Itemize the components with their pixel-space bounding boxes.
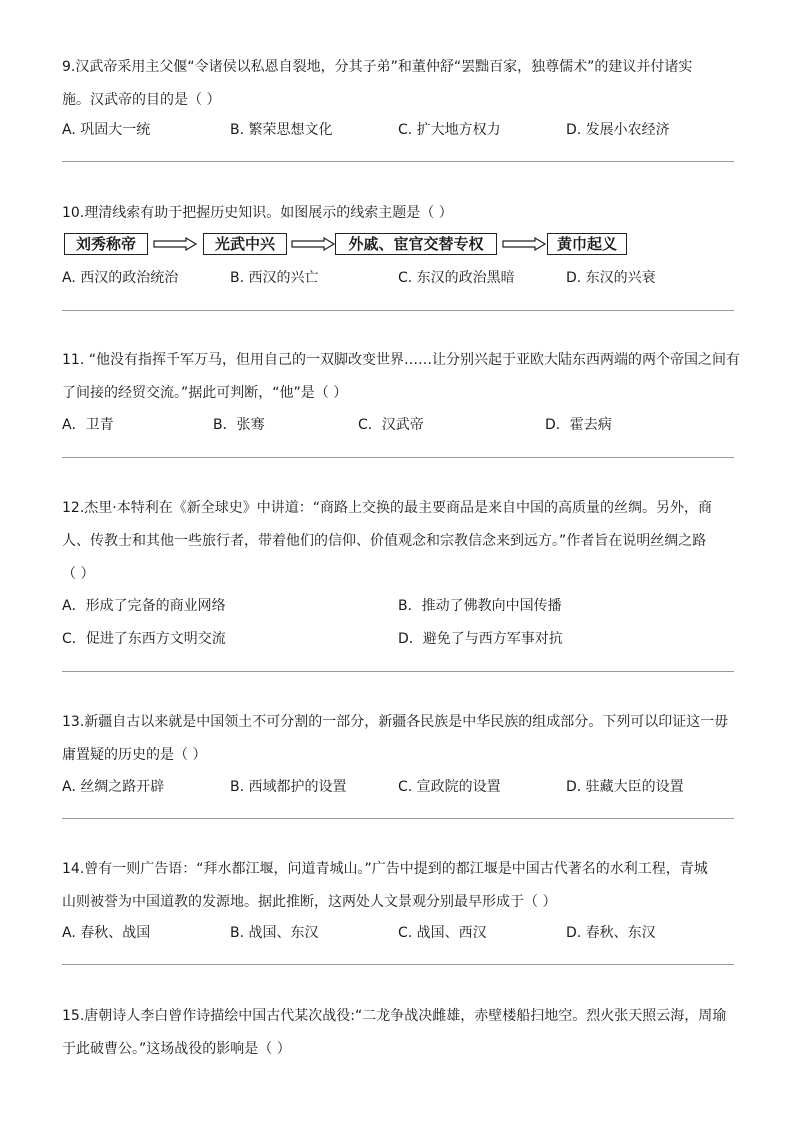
right-arrow-icon: [502, 237, 547, 251]
divider: [62, 161, 734, 162]
divider: [62, 457, 734, 458]
question-9-option-c[interactable]: C. 扩大地方权力: [398, 122, 501, 138]
question-13-option-b[interactable]: B. 西域都护的设置: [230, 779, 347, 795]
question-10-option-b[interactable]: B. 西汉的兴亡: [230, 270, 319, 286]
question-9-text-line-2: 施。汉武帝的目的是（ ）: [62, 92, 221, 108]
flow-box-3: 外戚、宦官交替专权: [335, 233, 497, 255]
divider: [62, 818, 734, 819]
question-9-option-b[interactable]: B. 繁荣思想文化: [230, 122, 333, 138]
question-12-text-line-3: （ ）: [62, 566, 95, 582]
question-12-text-line-1: 12.杰里·本特利在《新全球史》中讲道：“商路上交换的最主要商品是来自中国的高质量的丝绸。另外，商: [62, 500, 712, 516]
question-11-option-a[interactable]: A．卫青: [62, 417, 114, 433]
question-12-text-line-2: 人、传教士和其他一些旅行者，带着他们的信仰、价值观念和宗教信念来到远方。”作者旨在说明丝绸之路: [62, 533, 707, 549]
question-14-text-line-1: 14.曾有一则广告语：“拜水都江堰，问道青城山。”广告中提到的都江堰是中国古代著名的水利工程，青城: [62, 861, 708, 877]
question-14-text-line-2: 山则被誉为中国道教的发源地。据此推断，这两处人文景观分别最早形成于（ ）: [62, 894, 557, 910]
question-15-text-line-2: 于此破曹公。”这场战役的影响是（ ）: [62, 1041, 291, 1057]
flow-box-4: 黄巾起义: [547, 233, 627, 255]
question-9-option-d[interactable]: D. 发展小农经济: [566, 122, 670, 138]
question-15-text-line-1: 15.唐朝诗人李白曾作诗描绘中国古代某次战役:“二龙争战决雌雄，赤壁楼船扫地空。烈火张天照云海，周瑜: [62, 1008, 727, 1024]
question-10-option-d[interactable]: D. 东汉的兴衰: [566, 270, 656, 286]
question-10-option-c[interactable]: C. 东汉的政治黑暗: [398, 270, 515, 286]
question-9-option-a[interactable]: A. 巩固大一统: [62, 122, 151, 138]
question-13-option-c[interactable]: C. 宣政院的设置: [398, 779, 501, 795]
question-12-option-a[interactable]: A．形成了完备的商业网络: [62, 598, 226, 614]
question-11-option-d[interactable]: D．霍去病: [545, 417, 612, 433]
flow-box-2: 光武中兴: [203, 233, 287, 255]
question-11-option-c[interactable]: C．汉武帝: [358, 417, 424, 433]
flow-box-1: 刘秀称帝: [64, 233, 148, 255]
question-9-text-line-1: 9.汉武帝采用主父偃“令诸侯以私恩自裂地，分其子弟”和董仲舒“罢黜百家，独尊儒术”的建议并付诸实: [62, 59, 693, 75]
question-14-option-b[interactable]: B. 战国、东汉: [230, 925, 319, 941]
question-13-option-a[interactable]: A. 丝绸之路开辟: [62, 779, 165, 795]
divider: [62, 310, 734, 311]
right-arrow-icon: [153, 237, 198, 251]
question-13-text-line-2: 庸置疑的历史的是（ ）: [62, 747, 207, 763]
question-13-text-line-1: 13.新疆自古以来就是中国领土不可分割的一部分，新疆各民族是中华民族的组成部分。下列可以印证这一毋: [62, 714, 729, 730]
question-13-option-d[interactable]: D. 驻藏大臣的设置: [566, 779, 684, 795]
right-arrow-icon: [291, 237, 336, 251]
question-11-text-line-1: 11. “他没有指挥千军万马，但用自己的一双脚改变世界……让分别兴起于亚欧大陆东西两端的两个帝国之间有: [62, 352, 740, 368]
question-11-option-b[interactable]: B．张骞: [213, 417, 265, 433]
question-14-option-d[interactable]: D. 春秋、东汉: [566, 925, 656, 941]
question-14-option-a[interactable]: A. 春秋、战国: [62, 925, 151, 941]
question-10-text-line-1: 10.理清线索有助于把握历史知识。如图展示的线索主题是（ ）: [62, 205, 453, 221]
question-12-option-c[interactable]: C．促进了东西方文明交流: [62, 631, 226, 647]
question-10-option-a[interactable]: A. 西汉的政治统治: [62, 270, 179, 286]
question-12-option-d[interactable]: D．避免了与西方军事对抗: [398, 631, 563, 647]
question-14-option-c[interactable]: C. 战国、西汉: [398, 925, 487, 941]
question-11-text-line-2: 了间接的经贸交流。”据此可判断，“他”是（ ）: [62, 385, 348, 401]
divider: [62, 964, 734, 965]
question-12-option-b[interactable]: B．推动了佛教向中国传播: [398, 598, 562, 614]
divider: [62, 671, 734, 672]
